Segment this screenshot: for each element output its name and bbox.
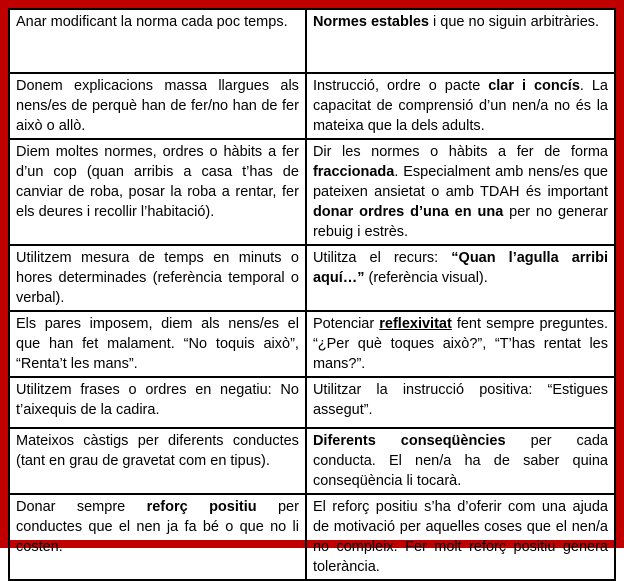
table-row [9, 428, 615, 494]
text-segment: Mateixos càstigs per diferents conductes (tant en grau de gravetat com en tipus). [16, 433, 299, 469]
text-segment: Utilitzem frases o ordres en negatiu: No t’aixequis de la cadira. [16, 382, 299, 418]
problem-cell [9, 494, 306, 580]
text-segment: per conductes que el nen ja fa bé o que no li costen. [16, 499, 299, 555]
problem-cell [9, 73, 306, 139]
text-segment: “Quan l’agulla arribi aquí…” [312, 250, 608, 286]
problem-cell [9, 377, 306, 428]
text-segment: Anar modificant la norma cada poc temps. [16, 14, 288, 30]
solution-cell [306, 428, 615, 494]
text-segment: per no generar rebuig i estrès. [312, 204, 608, 240]
text-segment: El reforç positiu s’ha d’oferir com una ajuda de motivació per aquelles coses que el nen/a no compleix. Fer molt reforç positiu genera tolerància. [312, 499, 608, 575]
text-segment: fent sempre preguntes. “¿Per què toques això?”, “T’has rentat les mans?”. [312, 316, 608, 372]
problem-cell [9, 428, 306, 494]
text-segment: Donar sempre [16, 499, 147, 515]
text-segment: Instrucció, ordre o pacte [312, 78, 489, 94]
solution-cell [306, 73, 615, 139]
solution-cell [306, 245, 615, 311]
solution-cell [306, 494, 615, 580]
text-segment: reforç positiu [146, 499, 257, 515]
text-segment: Potenciar [312, 316, 380, 332]
table-row [9, 9, 615, 73]
text-segment: donar ordres d’una en una [312, 204, 504, 220]
text-segment: (referència visual). [364, 270, 488, 286]
text-segment: Donem explicacions massa llargues als nens/es de perquè han de fer/no han de fer això o allò. [16, 78, 299, 134]
text-segment: Utilitza el recurs: [312, 250, 452, 266]
text-segment: Utilitzar la instrucció positiva: “Estigues assegut”. [312, 382, 608, 418]
solution-cell [306, 9, 615, 73]
problem-cell [9, 139, 306, 245]
table-row [9, 139, 615, 245]
problem-cell [9, 245, 306, 311]
text-segment: . Especialment amb nens/es que pateixen ansietat o amb TDAH és important [312, 164, 608, 200]
table-body [9, 9, 615, 580]
problem-cell [9, 311, 306, 377]
table-row [9, 73, 615, 139]
table-row [9, 245, 615, 311]
text-segment: Normes estables [312, 14, 429, 30]
solution-cell [306, 311, 615, 377]
text-segment: per cada conducta. El nen/a ha de saber quina conseqüència li tocarà. [312, 433, 608, 489]
table-row [9, 377, 615, 428]
table-row [9, 494, 615, 580]
problem-cell [9, 9, 306, 73]
text-segment: Diem moltes normes, ordres o hàbits a fer d’un cop (quan arribis a casa t’has de canviar de roba, posar la roba a rentar, fer els deures i recollir l’habitació). [16, 144, 299, 220]
text-segment: i que no siguin arbitràries. [429, 14, 600, 30]
text-segment: Diferents conseqüències [312, 433, 506, 449]
text-segment: reflexivitat [379, 316, 452, 332]
text-segment: Els pares imposem, diem als nens/es el que han fet malament. “No toquis això”, “Renta’t les mans”. [16, 316, 299, 372]
comparison-table [8, 8, 616, 581]
text-segment: Dir les normes o hàbits a fer de forma [312, 144, 608, 160]
solution-cell [306, 139, 615, 245]
text-segment: . La capacitat de comprensió d’un nen/a no és la mateixa que la dels adults. [312, 78, 609, 134]
text-segment: clar i concís [488, 78, 580, 94]
text-segment: fraccionada [312, 164, 395, 180]
text-segment: Utilitzem mesura de temps en minuts o hores determinades (referència temporal o verbal). [16, 250, 299, 306]
solution-cell [306, 377, 615, 428]
table-row [9, 311, 615, 377]
